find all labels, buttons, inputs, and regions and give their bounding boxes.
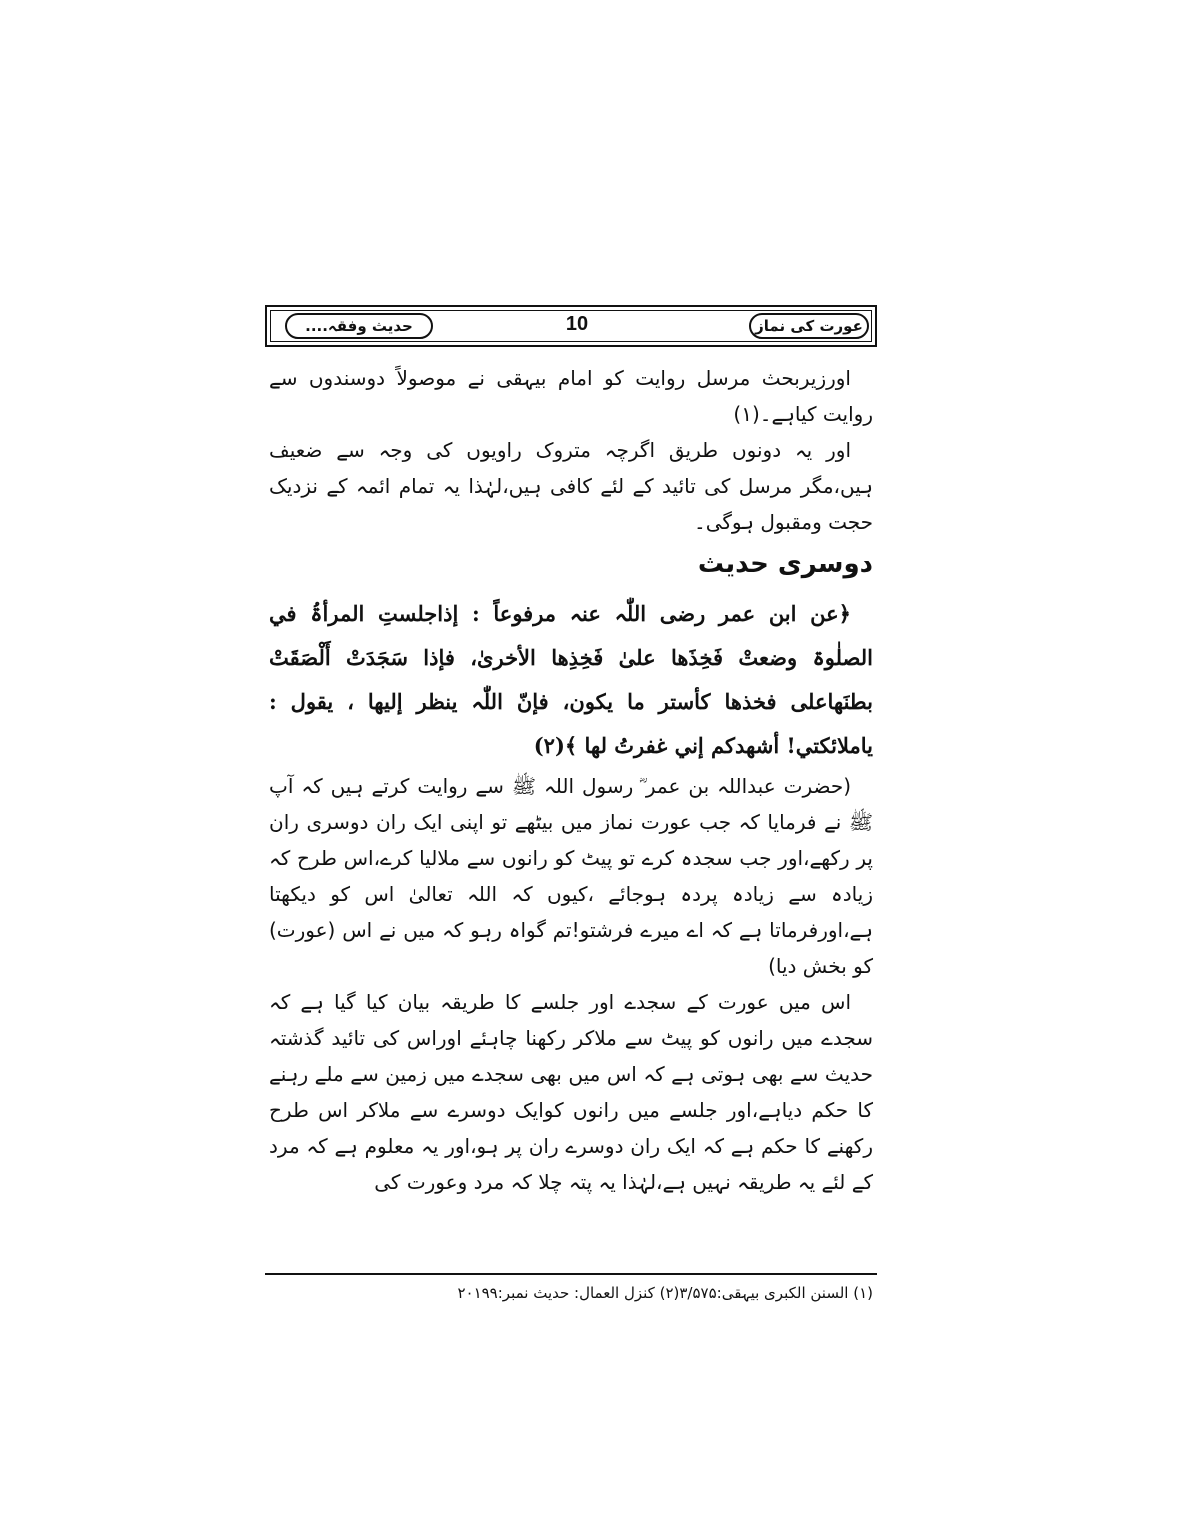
page-body xyxy=(269,360,873,1200)
page-header xyxy=(265,305,877,347)
paragraph-3: اس میں عورت کے سجدے اور جلسے کا طریقہ بیان کیا گیا ہے کہ سجدے میں رانوں کو پیٹ سے ملاکر رکھنا چاہئے اوراس کی تائید گذشتہ حدیث سے بھی ہوتی ہے کہ اس میں بھی سجدے میں زمین سے ملے رہنے کا حکم دیاہے،اور جلسے میں رانوں کوایک دوسرے سے ملاکر اس طرح رکھنے کا حکم ہے کہ ایک ران دوسرے ران پر ہو،اور یہ معلوم ہے کہ مرد کے لئے یہ طریقہ نہیں ہے،لہٰذا یہ پتہ چلا کہ مرد وعورت کی xyxy=(269,990,873,1194)
paragraph-2: اور یہ دونوں طریق اگرچہ متروک راویوں کی وجہ سے ضعیف ہیں،مگر مرسل کی تائید کے لئے کافی ہیں،لہٰذا یہ تمام ائمہ کے نزدیک حجت ومقبول ہوگی۔ xyxy=(269,438,873,534)
arabic-hadith: ﴿عن ابن عمر رضی اللّٰہ عنہ مرفوعاً : إذاجلستِ المرأۃُ في الصلٰوۃ وضعتْ فَخِذَھا علیٰ فَخِذِھا الأخریٰ، فإذا سَجَدَتْ أَلْصَقَتْ بطنَھاعلی فخذھا کأستر ما یکون، فإنّ اللّٰہ ینظر إلیھا ، یقول : یاملائکتي! أشھدکم إني غفرتُ لھا ﴾(۲) xyxy=(269,601,873,758)
book-title-badge: عورت کی نماز xyxy=(749,313,869,339)
book-page xyxy=(265,305,881,1335)
section-heading: دوسری حدیث xyxy=(697,549,873,579)
footnote: (۱) السنن الکبری بیہقی:۳/۵۷۵(۲) کنزل العمال: حدیث نمبر:۲۰۱۹۹ xyxy=(457,1284,873,1302)
hadith-translation: (حضرت عبداللہ بن عمر ؓ رسول اللہ ﷺ سے روایت کرتے ہیں کہ آپ ﷺ نے فرمایا کہ جب عورت نماز میں بیٹھے تو اپنی ایک ران دوسری ران پر رکھے،اور جب سجدہ کرے تو پیٹ کو رانوں سے ملالیا کرے،اس طرح کہ زیادہ سے زیادہ پردہ ہوجائے ،کیوں کہ اللہ تعالیٰ اس کو دیکھتا ہے،اورفرماتا ہے کہ اے میرے فرشتو!تم گواہ رہو کہ میں نے اس (عورت) کو بخش دیا) xyxy=(269,774,873,978)
paragraph-1: اورزیربحث مرسل روایت کو امام بیہقی نے موصولاً دوسندوں سے روایت کیاہے۔(۱) xyxy=(269,366,873,426)
chapter-badge: حدیث وفقہ.... xyxy=(285,313,433,339)
page-number: 10 xyxy=(565,313,589,335)
footnote-divider xyxy=(265,1273,877,1275)
